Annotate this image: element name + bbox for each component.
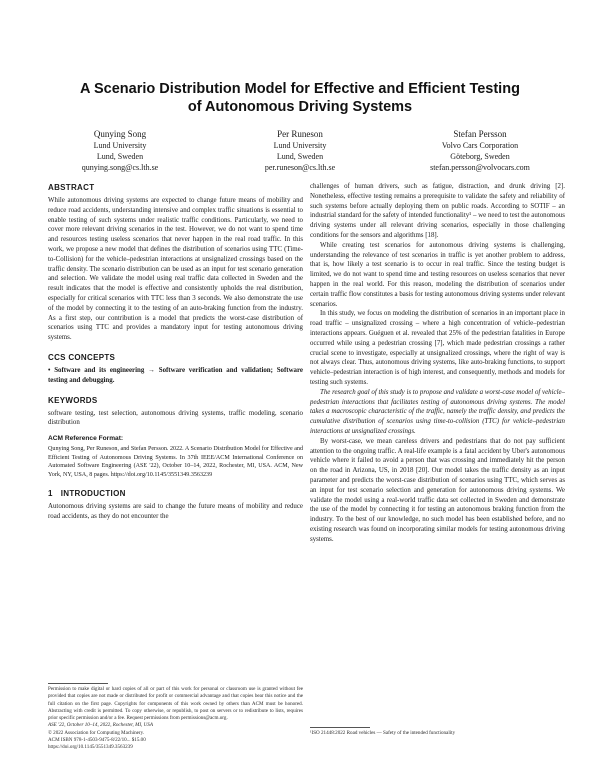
author-location: Lund, Sweden <box>276 152 324 161</box>
paragraph: While creating test scenarios for autonomous driving systems is challenging, understanding the relevance of test scenarios in traffic is yet another problem to address, that is, how likely a test scenario is to occur in real traffic. Since the testing budget is limited, we do not want to spend time and testing resources on useless scenarios that never happen in the real world. For this reason, modeling the distribution of scenarios under certain traffic flow constitutes a basis for testing autonomous driving systems under relevant scenarios. <box>310 241 565 308</box>
keywords-text: software testing, test selection, autonomous driving systems, traffic modeling, scenario distribution <box>48 409 303 427</box>
author-affiliation: Volvo Cars Corporation <box>441 141 519 150</box>
section-title: INTRODUCTION <box>60 489 126 499</box>
author-name: Qunying Song <box>93 129 147 139</box>
author-affiliation: Lund University <box>93 141 147 150</box>
title-line-1: A Scenario Distribution Model for Effective and Efficient Testing <box>80 81 520 97</box>
paper-title <box>40 80 560 116</box>
introduction-text: Autonomous driving systems are said to change the future means of mobility and reduce road accidents, as they do not encounter the <box>48 503 303 521</box>
author-affiliation: Lund University <box>273 141 327 150</box>
reference-format-heading: ACM Reference Format: <box>48 435 124 443</box>
ccs-heading: CCS CONCEPTS <box>48 352 116 362</box>
paragraph: By worst-case, we mean careless drivers and pedestrians that do not pay sufficient attention to the ongoing traffic. A real-life example is a fatal accident by Uber's autonomous vehicle where it failed to avoid a person that was crossing and immediately hit the person on the road in Arizona, US, in 2018 [20]. Our model takes the traffic density as an input parameter and predicts the worst-case distribution of scenarios using TTC, which serves as an input for test scenario selection and generation for autonomous driving systems. We validate the model using a real-world traffic data set collected in Sweden and demonstrate the use of the model by connecting it for testing an autonomous braking function from the industry. To the best of our knowledge, no such model has been established before, and no existing research was found on incorporating similar models for testing autonomous driving systems. <box>310 437 565 543</box>
introduction-heading <box>48 488 303 499</box>
author-name: Stefan Persson <box>453 129 507 139</box>
section-number: 1 <box>48 489 53 499</box>
footnote-rule <box>310 727 370 728</box>
isbn-line: ACM ISBN 978-1-4503-9475-8/22/10... $15.00 <box>48 737 146 744</box>
conference-line: ASE '22, October 10–14, 2022, Rochester, MI, USA <box>48 722 153 729</box>
author-name: Per Runeson <box>277 129 323 139</box>
author-location: Göteborg, Sweden <box>450 152 510 161</box>
research-goal-paragraph: The research goal of this study is to propose and validate a worst-case model of vehicle–pedestrian interactions that facilitates testing of autonomous driving systems. The model takes a macroscopic characteristic of the traffic, namely the traffic density, and predicts the cumulative distribution of scenarios using time-to-collision (TTC) for vehicle–pedestrian interactions at unsignalized crossings. <box>310 388 565 435</box>
left-column <box>48 182 303 522</box>
abstract-heading: ABSTRACT <box>48 183 95 192</box>
title-line-2: of Autonomous Driving Systems <box>187 99 413 115</box>
author-location: Lund, Sweden <box>96 152 144 161</box>
footnote-rule <box>48 683 108 684</box>
paragraph: challenges of human drivers, such as fatigue, distraction, and drunk driving [2]. Nonetheless, effective testing remains a prerequisite to validate the safety and reliability of such systems before actually deploying them on public roads. According to SOTIF – an industrial standard for the safety of intended functionality¹ – we need to test the autonomous driving systems under all relevant driving scenarios, especially in those challenging conditions for the sensors and algorithms [18]. <box>310 183 565 239</box>
author-email: stefan.persson@volvocars.com <box>430 163 530 172</box>
reference-format-text: Qunying Song, Per Runeson, and Stefan Persson. 2022. A Scenario Distribution Model for Effective and Efficient Testing of Autonomous Driving Systems. In 37th IEEE/ACM International Conference on Automated Software Engineering (ASE '22), October 10–14, 2022, Rochester, MI, USA. ACM, New York, NY, USA, 8 pages. https://doi.org/10.1145/3551349.3563239 <box>48 445 303 478</box>
author-block <box>400 128 560 173</box>
ccs-text: • Software and its engineering → Software verification and validation; Software testing and debugging. <box>48 366 303 384</box>
author-block <box>40 128 200 173</box>
sotif-footnote: ¹ISO 21448:2022 Road vehicles — Safety of the intended functionality <box>310 730 456 736</box>
doi-line: https://doi.org/10.1145/3551349.3563239 <box>48 744 133 751</box>
author-email: qunying.song@cs.lth.se <box>81 163 159 172</box>
right-column <box>310 182 565 544</box>
author-email: per.runeson@cs.lth.se <box>264 163 336 172</box>
author-block <box>220 128 380 173</box>
paragraph: In this study, we focus on modeling the distribution of scenarios in an important place in road traffic – unsignalized crossing – where a high concentration of vehicle–pedestrian interactions appears. Guéguen et al. revealed that 25% of the pedestrian fatalities in Europe occurred while using a pedestrian crossing [7], which made pedestrian crossings a rather crucial scene to investigate, especially at unsignalized crossings, where the right of way is not always clear. Thus, autonomous driving systems, like auto-braking functions, to support vehicle–pedestrian interaction is of high interest, and consequently, methods and models for testing such systems. <box>310 310 565 386</box>
abstract-text: While autonomous driving systems are expected to change future means of mobility and reduce road accidents, understanding intensive and complex traffic situations is essential to enable testing of such systems under realistic traffic conditions. Particularly, we need to cover more relevant driving scenarios in the test. However, we do not want to spend time and resources testing useless scenarios that never happen in the real road traffic. In this work, we propose a new model that defines the distribution of scenarios using TTC (Time-to-Collision) for the vehicle–pedestrian interactions at unsignalized crossings based on the traffic density. The scenario distribution can be used as an input for test scenario generation and selection. We validate the model using real traffic data collected in Sweden and the result indicates that the model is effective and consistently upholds the real distribution, especially for critical scenarios with TTC less than 3 seconds. We also demonstrate the use of the model by connecting it to the testing of an auto-braking function from the industry. As a first step, our contribution is a model that predicts the worst-case distribution of scenarios using TTC and provides a mandatory input for testing autonomous driving systems. <box>48 197 303 342</box>
copyright-line: © 2022 Association for Computing Machinery. <box>48 729 145 736</box>
keywords-heading: KEYWORDS <box>48 395 98 405</box>
permission-footnote <box>48 686 303 752</box>
permission-text: Permission to make digital or hard copies of all or part of this work for personal or classroom use is granted without fee provided that copies are not made or distributed for profit or commercial advantage and that copies bear this notice and the full citation on the first page. Copyrights for components of this work owned by others than ACM must be honored. Abstracting with credit is permitted. To copy otherwise, or republish, to post on servers or to redistribute to lists, requires prior specific permission and/or a fee. Request permissions from permissions@acm.org. <box>48 686 303 722</box>
